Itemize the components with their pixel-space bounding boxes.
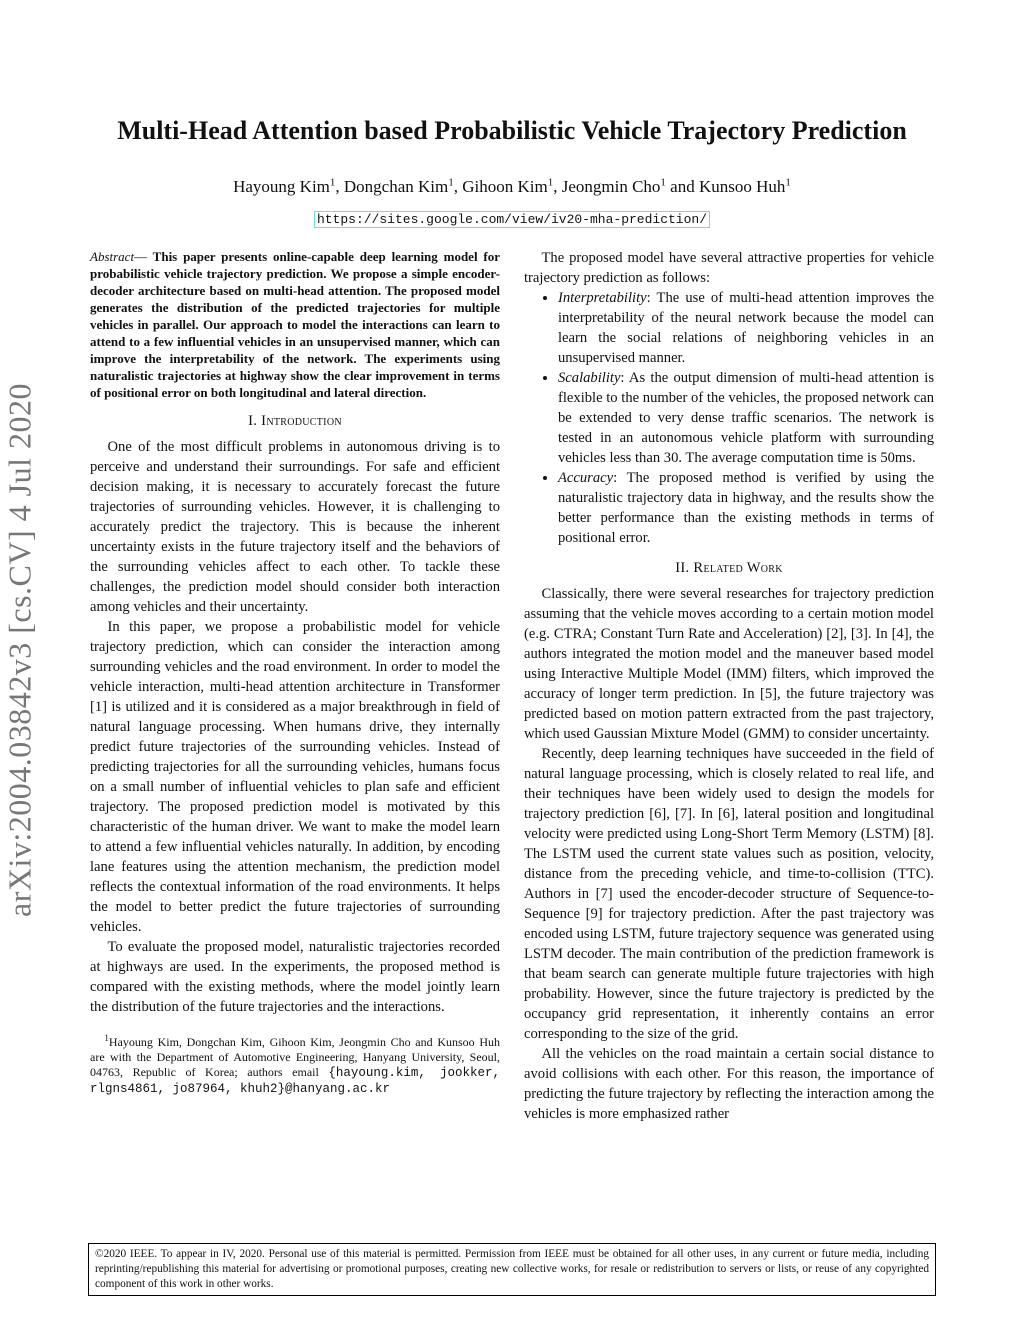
copyright-notice: ©2020 IEEE. To appear in IV, 2020. Personal use of this material is permitted. Permission from IEEE must be obtained for all other uses, in any current or future media, including reprinting/republishing this material for advertising or promotional purposes, creating new collective works, for resale or redistribution to servers or lists, or reuse of any copyrighted component of this work in other works. <box>88 1243 936 1296</box>
paragraph: In this paper, we propose a probabilistic model for vehicle trajectory prediction, which can consider the interaction among surrounding vehicles and the road environment. In order to model the vehicle interaction, multi-head attention architecture in Transformer [1] is utilized and it is considered as a major breakthrough in field of natural language processing. When humans drive, they internally predict future trajectories of the surrounding vehicles. Instead of predicting trajectories for all the surrounding vehicles, humans focus on a small number of influential vehicles to plan safe and efficient trajectory. The proposed prediction model is motivated by this characteristic of the human driver. We want to make the model learn to attend a few influential vehicles naturally. In addition, by encoding lane features using the attention mechanism, the prediction model reflects the contextual information of the road environments. It helps the model to better predict the future trajectories of surrounding vehicles. <box>90 619 500 935</box>
paragraph: To evaluate the proposed model, naturalistic trajectories recorded at highways are used. In the experiments, the proposed method is compared with the existing methods, where the model jointly learn the distribution of the future trajectories and the interactions. <box>90 939 500 1015</box>
footnote-email: {hayoung.kim, jookker, rlgns4861, jo87964, khuh2}@hanyang.ac.kr <box>90 1066 501 1096</box>
author: Kunsoo Huh$^1$ <box>698 176 791 196</box>
paragraph: Recently, deep learning techniques have succeeded in the field of natural language processing, which is closely related to real life, and their techniques have been widely used to design the models for trajectory prediction [6], [7]. In [6], lateral position and longitudinal velocity were predicted using Long-Short Term Memory (LSTM) [8]. The LSTM used the current state values such as position, velocity, distance from the preceding vehicle, and time-to-collision (TTC). Authors in [7] used the encoder-decoder structure of Sequence-to-Sequence [9] for trajectory prediction. After the past trajectory was encoded using LSTM, future trajectory sequence was generated using LSTM decoder. The main contribution of the prediction framework is that beam search can generate multiple future trajectories with high probability. However, since the future trajectory is predicted by the occupancy grid representation, it inherently contains an error corresponding to the size of the grid. <box>524 746 934 1042</box>
right-column <box>524 248 934 1124</box>
abstract: Abstract— This paper presents online-capable deep learning model for probabilistic vehicle trajectory prediction. We propose a simple encoder-decoder architecture based on multi-head attention. The proposed model generates the distribution of the predicted trajectories for multiple vehicles in parallel. Our approach to model the interactions can learn to attend to a few influential vehicles in an unsupervised manner, which can improve the interpretability of the network. The experiments using naturalistic trajectories at highway show the clear improvement in terms of positional error on both longitudinal and lateral direction. <box>90 249 501 400</box>
list-item: • Scalability: As the output dimension of multi-head attention is flexible to the number of the vehicles, the proposed network can be extended to very dense traffic scenarios. The network is tested in an autonomous vehicle platform with surrounding vehicles less than 30. The average computation time is 50ms. <box>558 368 934 468</box>
arxiv-identifier-text: arXiv:2004.03842v3 [cs.CV] 4 Jul 2020 <box>1 382 38 918</box>
list-item: • Accuracy: The proposed method is verified by using the naturalistic trajectory data in highway, and the results show the better performance than the existing methods in terms of positional error. <box>558 468 934 548</box>
project-url <box>60 210 964 228</box>
project-url-link[interactable]: https://sites.google.com/view/iv20-mha-prediction/ <box>314 211 710 228</box>
author: Gihoon Kim$^1$, <box>462 176 562 196</box>
paper-title: Multi-Head Attention based Probabilistic Vehicle Trajectory Prediction <box>117 116 907 145</box>
paragraph: The proposed model have several attractive properties for vehicle trajectory prediction as follows: <box>524 250 934 286</box>
section-heading-related-work: II. Related Work <box>675 560 783 576</box>
paragraph: One of the most difficult problems in autonomous driving is to perceive and understand their surroundings. For safe and efficient decision making, it is necessary to accurately forecast the future trajectories of surrounding vehicles. However, it is challenging to accurately predict the trajectory. This is because the inherent uncertainty exists in the future trajectory itself and the behaviors of the surrounding vehicles affect to each other. To tackle these challenges, the prediction model should consider both interaction among vehicles and their uncertainty. <box>90 439 500 615</box>
left-column <box>90 248 500 1097</box>
abstract-label: Abstract <box>90 249 135 264</box>
footnote: $^1$Hayoung Kim, Dongchan Kim, Gihoon Kim, Jeongmin Cho and Kunsoo Huh are with the Department of Automotive Engineering, Hanyang University, Seoul, 04763, Republic of Korea; authors email {hayoung.kim, jookker, rlgns4861, jo87964, khuh2}@hanyang.ac.kr <box>90 1033 501 1096</box>
list-item: • Interpretability: The use of multi-head attention improves the interpretability of the neural network because the model can learn the social relations of neighboring vehicles in an unsupervised manner. <box>558 288 934 368</box>
paragraph: Classically, there were several researches for trajectory prediction assuming that the vehicle moves according to a certain motion model (e.g. CTRA; Constant Turn Rate and Acceleration) [2], [3]. In [4], the authors integrated the motion model and the maneuver based model using Interactive Multiple Model (IMM) filters, which improved the accuracy of longer term prediction. In [5], the future trajectory was predicted based on motion pattern extracted from the past trajectory, which used Gaussian Mixture Model (GMM) to consider uncertainty. <box>524 586 934 742</box>
section-heading-introduction: I. Introduction <box>248 413 342 429</box>
author: Hayoung Kim$^1$, <box>233 176 344 196</box>
author-list <box>60 176 964 197</box>
paragraph: All the vehicles on the road maintain a certain social distance to avoid collisions with each other. For this reason, the importance of predicting the future trajectory by reflecting the interaction among the vehicles is more emphasized rather <box>524 1046 934 1122</box>
author: Dongchan Kim$^1$, <box>343 176 463 196</box>
abstract-text: This paper presents online-capable deep learning model for probabilistic vehicle trajectory prediction. We propose a simple encoder-decoder architecture based on multi-head attention. The proposed model generates the distribution of the predicted trajectories for multiple vehicles in parallel. Our approach to model the interactions can learn to attend to a few influential vehicles in an unsupervised manner, which can improve the interpretability of the network. The experiments using naturalistic trajectories at highway show the clear improvement in terms of positional error on both longitudinal and lateral direction. <box>90 249 501 400</box>
author: Jeongmin Cho$^1$ and <box>561 176 699 196</box>
property-list <box>524 288 934 548</box>
